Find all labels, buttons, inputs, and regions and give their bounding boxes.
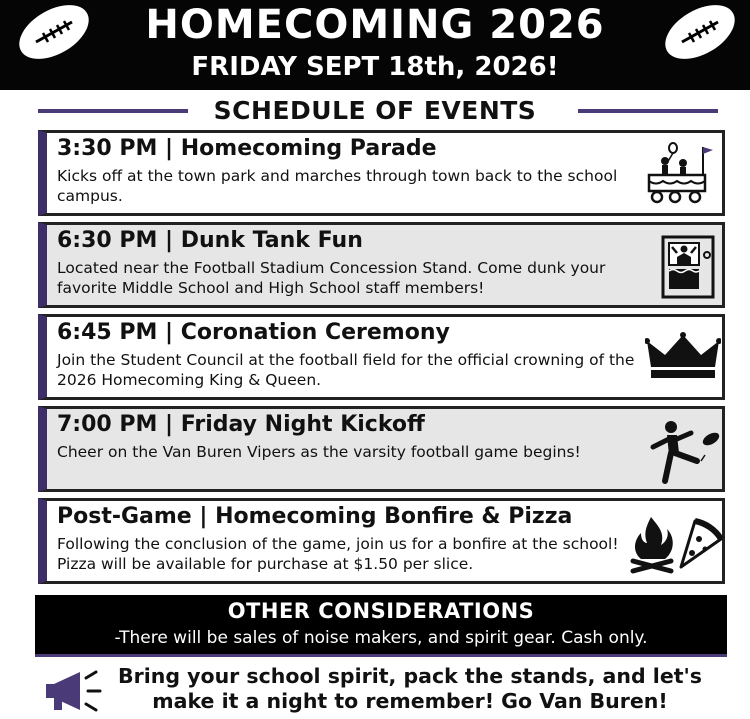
event-description: Kicks off at the town park and marches through town back to the school campus. [57,167,618,205]
event-card-bonfire [38,498,725,584]
megaphone-icon [40,668,104,714]
event-description: Following the conclusion of the game, join us for a bonfire at the school! Pizza will be available for purchase at $1.50 per slice. [57,535,619,573]
crown-icon [645,331,721,381]
event-title: 7:00 PM | Friday Night Kickoff [57,412,425,437]
considerations-body: -There will be sales of noise makers, and spirit gear. Cash only. [114,628,648,648]
parade-float-icon [643,141,715,207]
considerations-heading: OTHER CONSIDERATIONS [227,599,535,623]
other-considerations-box [35,595,727,657]
football-icon [660,4,740,59]
closing-message: Bring your school spirit, pack the stands, and let's make it a night to remember! Go Van Buren! [117,664,703,713]
event-title: 6:30 PM | Dunk Tank Fun [57,228,363,253]
event-title: 3:30 PM | Homecoming Parade [57,136,437,161]
schedule-heading [0,96,750,126]
event-title: 6:45 PM | Coronation Ceremony [57,320,450,345]
event-title: Post-Game | Homecoming Bonfire & Pizza [57,504,573,529]
event-date: FRIDAY SEPT 18th, 2026! [191,52,559,82]
schedule-heading-text: SCHEDULE OF EVENTS [213,96,537,125]
event-card-kickoff [38,406,725,492]
dunk-tank-icon [659,233,717,301]
divider [578,109,718,113]
event-description: Located near the Football Stadium Concession Stand. Come dunk your favorite Middle School and High School staff members! [57,259,606,297]
event-description: Cheer on the Van Buren Vipers as the varsity football game begins! [57,443,581,461]
event-description: Join the Student Council at the football field for the official crowning of the 2026 Homecoming King & Queen. [57,351,635,389]
event-card-dunk-tank [38,222,725,308]
page-title: HOMECOMING 2026 [145,2,605,48]
football-kicker-icon [647,417,723,487]
event-card-coronation [38,314,725,400]
bonfire-pizza-icon [629,513,725,577]
event-card-parade [38,130,725,216]
header-banner [0,0,750,90]
